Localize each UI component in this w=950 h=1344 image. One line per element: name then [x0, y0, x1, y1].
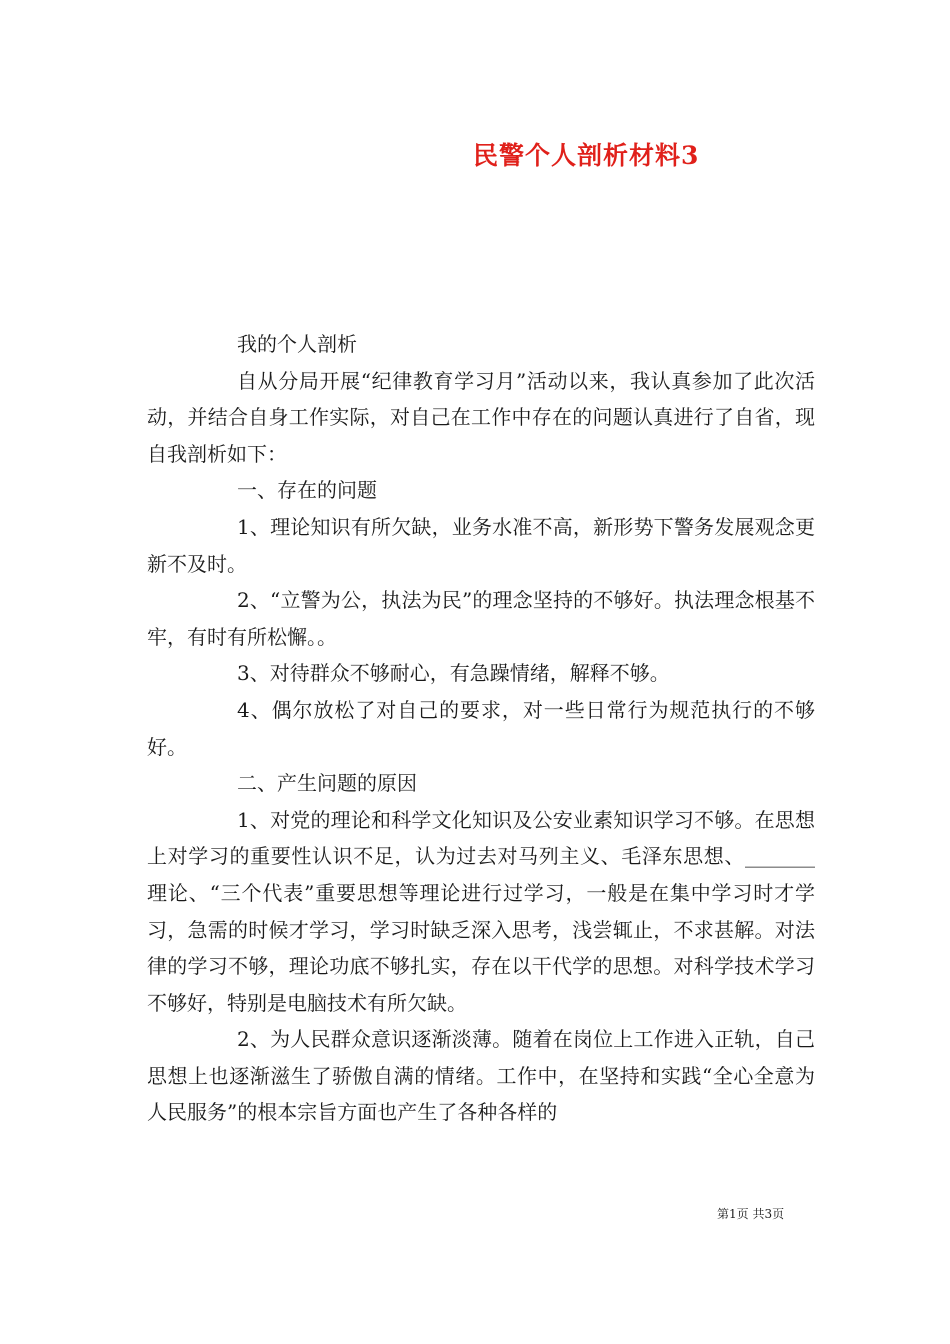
paragraph-problem-2: 2、“立警为公，执法为民”的理念坚持的不够好。执法理念根基不牢，有时有所松懈。。 [147, 588, 815, 649]
section-heading-causes: 二、产生问题的原因 [237, 771, 417, 796]
paragraph-cause-2: 2、为人民群众意识逐渐淡薄。随着在岗位上工作进入正轨，自己思想上也逐渐滋生了骄傲自满的情绪。工作中，在坚持和实践“全心全意为人民服务”的根本宗旨方面也产生了各种各样的 [147, 1027, 815, 1125]
paragraph-intro: 自从分局开展“纪律教育学习月”活动以来，我认真参加了此次活动，并结合自身工作实际，对自己在工作中存在的问题认真进行了自省，现自我剖析如下： [147, 368, 815, 466]
paragraph-problem-4: 4、偶尔放松了对自己的要求，对一些日常行为规范执行的不够好。 [147, 697, 815, 759]
page-number-footer: 第1页 共3页 [717, 1207, 785, 1221]
section-heading-problems: 一、存在的问题 [237, 478, 377, 503]
document-title: 民警个人剖析材料3 [473, 141, 700, 170]
paragraph-cause-1: 1、对党的理论和科学文化知识及公安业素知识学习不够。在思想上对学习的重要性认识不足，认为过去对马列主义、毛泽东思想、_______理论、“三个代表”重要思想等理论进行过学习，一般是在集中学习时才学习，急需的时候才学习，学习时缺乏深入思考，浅尝辄止，不求甚解。对法律的学习不够，理论功底不够扎实，存在以干代学的思想。对科学技术学习不够好，特别是电脑技术有所欠缺。 [147, 807, 815, 1015]
paragraph-problem-1: 1、理论知识有所欠缺，业务水准不高，新形势下警务发展观念更新不及时。 [147, 514, 815, 576]
paragraph-heading-self-analysis: 我的个人剖析 [237, 332, 357, 356]
paragraph-problem-3: 3、对待群众不够耐心，有急躁情绪，解释不够。 [237, 661, 670, 686]
document-body [147, 326, 815, 1131]
